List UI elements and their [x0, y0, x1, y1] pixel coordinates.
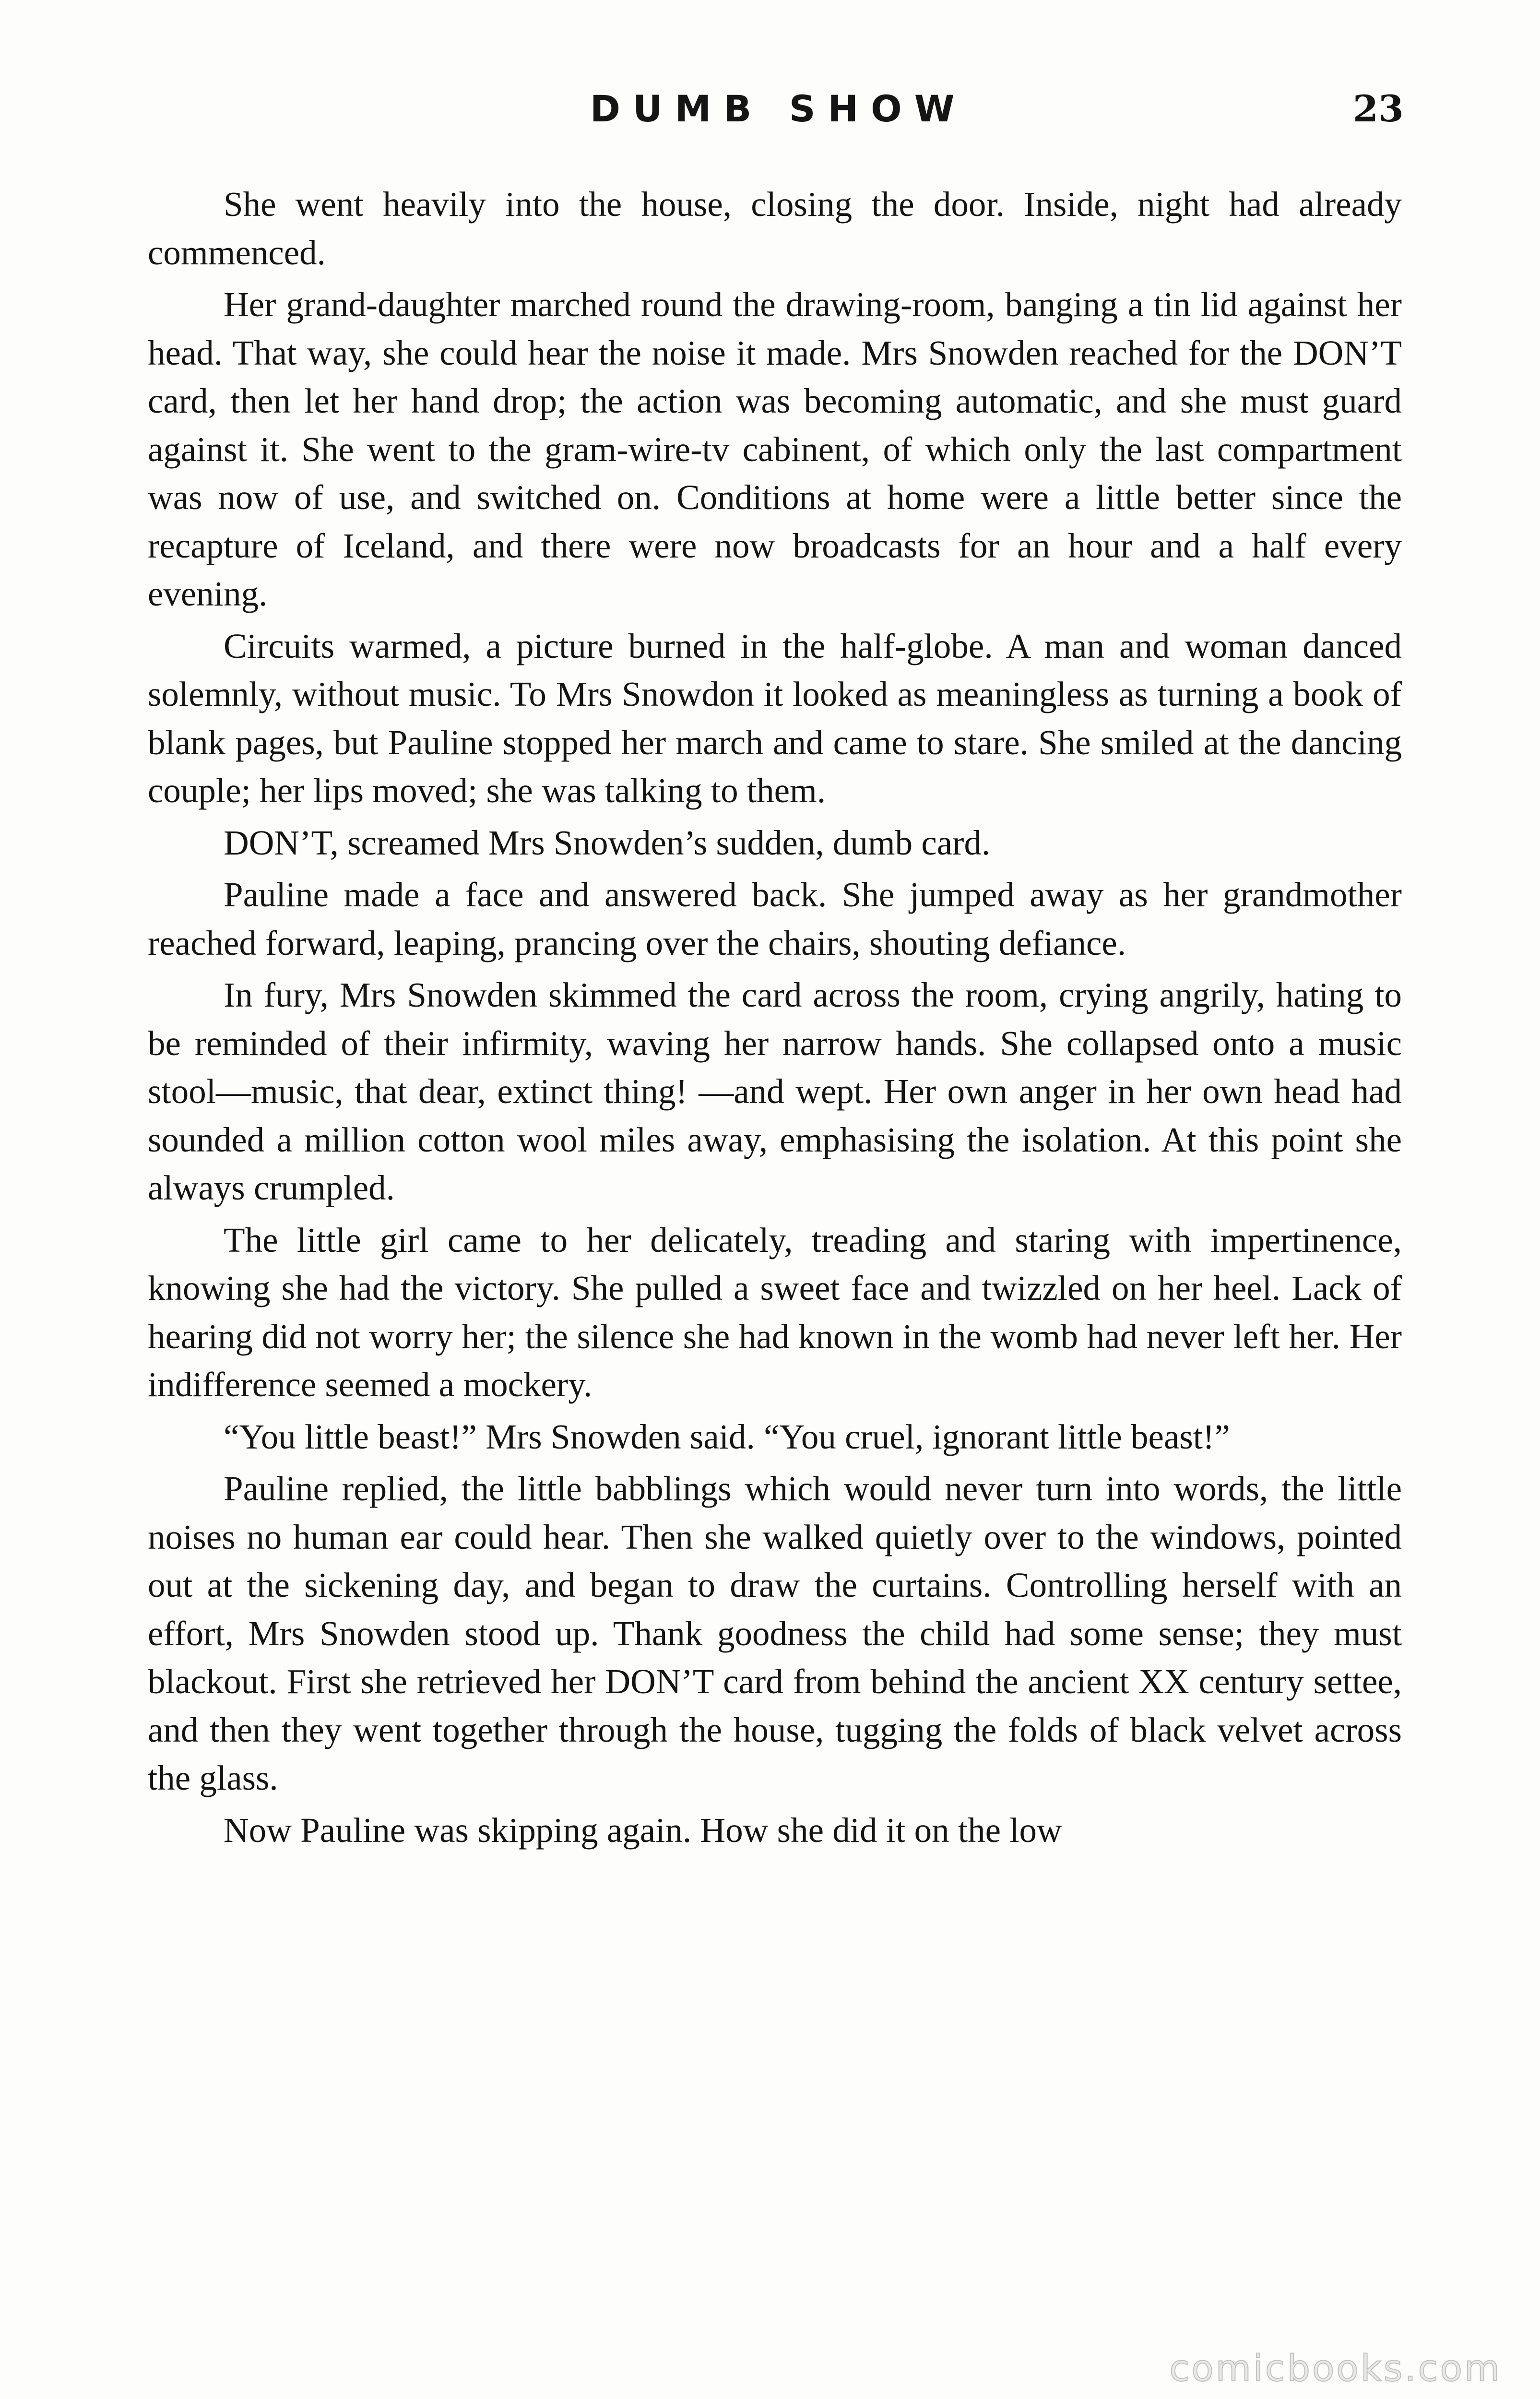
- watermark: comicbooks.com: [1169, 2347, 1502, 2389]
- paragraph: DON’T, screamed Mrs Snowden’s sudden, dumb card.: [224, 823, 991, 862]
- running-title: DUMB SHOW: [590, 87, 967, 130]
- paragraph: In fury, Mrs Snowden skimmed the card across the room, crying angrily, hating to be reminded of their infirmity, waving her narrow hands. She collapsed onto a music stool—music, that dear, extinct thing! —and wept. Her own anger in her own head had sounded a million cotton wool miles away, emphasising the isolation. At this point she always crumpled.: [148, 975, 1402, 1207]
- paragraph: She went heavily into the house, closing the door. Inside, night had already commenced.: [148, 185, 1402, 272]
- paragraph: Her grand-daughter marched round the drawing-room, banging a tin lid against her head. That way, she could hear the noise it made. Mrs Snowden reached for the DON’T card, then let her hand drop; the action was becoming automatic, and she must guard against it. She went to the gram-wire-tv cabinent, of which only the last compartment was now of use, and switched on. Conditions at home were a little better since the recapture of Iceland, and there were now broadcasts for an hour and a half every evening.: [148, 285, 1402, 613]
- paragraph: “You little beast!” Mrs Snowden said. “You cruel, ignorant little beast!”: [224, 1417, 1230, 1456]
- paragraph: Now Pauline was skipping again. How she did it on the low: [224, 1810, 1062, 1850]
- body-text: [148, 180, 1402, 1854]
- paragraph: The little girl came to her delicately, treading and staring with impertinence, knowing she had the victory. She pulled a sweet face and twizzled on her heel. Lack of hearing did not worry her; the silence she had known in the womb had never left her. Her indifference seemed a mockery.: [148, 1220, 1402, 1404]
- page-number: 23: [1353, 87, 1404, 130]
- paragraph: Pauline made a face and answered back. She jumped away as her grandmother reached forward, leaping, prancing over the chairs, shouting defiance.: [148, 875, 1402, 962]
- paragraph: Pauline replied, the little babblings which would never turn into words, the little noises no human ear could hear. Then she walked quietly over to the windows, pointed out at the sickening day, and began to draw the curtains. Controlling herself with an effort, Mrs Snowden stood up. Thank goodness the child had some sense; they must blackout. First she retrieved her DON’T card from behind the ancient XX century settee, and then they went together through the house, tugging the folds of black velvet across the glass.: [148, 1469, 1402, 1797]
- paragraph: Circuits warmed, a picture burned in the half-globe. A man and woman danced solemnly, without music. To Mrs Snowdon it looked as meaningless as turning a book of blank pages, but Pauline stopped her march and came to stare. She smiled at the dancing couple; her lips moved; she was talking to them.: [148, 626, 1402, 810]
- running-head: [0, 83, 1540, 135]
